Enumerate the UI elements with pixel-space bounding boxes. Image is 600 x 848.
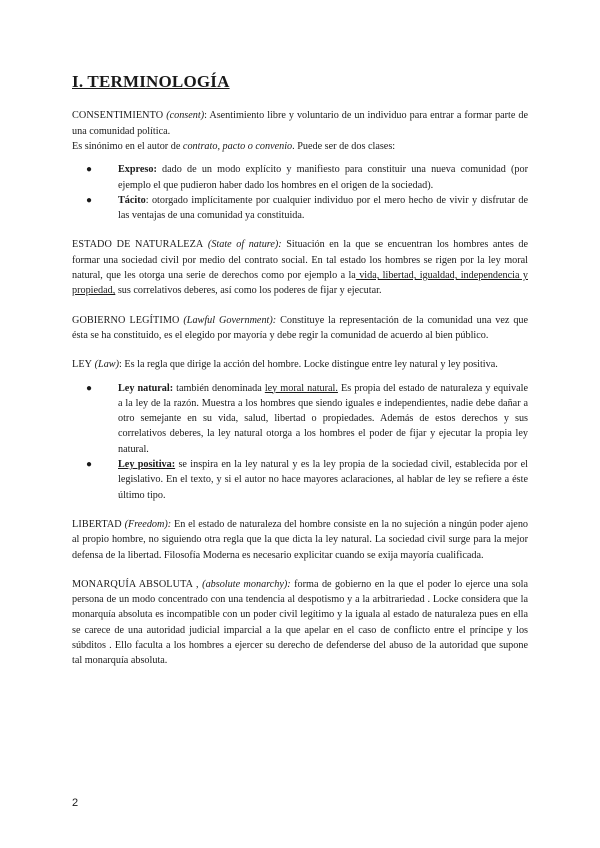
list-item-text: se inspira en la ley natural y es la ley propia de la sociedad civil, establecida por el legislativo. En el texto, y si el autor no hace mayores aclaraciones, al hablar de ley se refiere a éste último tipo. — [118, 459, 528, 501]
ley-list — [72, 381, 528, 503]
list-item-text-end: Es propia del estado de naturaleza y equivale a la ley de la razón. Muestra a los hombres que siendo iguales e independientes, nadie debe dañar a otro semejante en su vida, salud, libertad o propiedades. Además de estos derechos y sus correlativos deberes, la ley natural otorga a los hombres el poder de fijar y ejecutar la propia ley natural. — [118, 382, 528, 455]
term-definition: : Asentimiento libre y voluntario de un individuo para entrar a formar parte de una comunidad política. — [72, 110, 528, 137]
definition-estado — [72, 237, 528, 298]
list-item-label: Expreso: — [118, 164, 157, 176]
term-definition: En el estado de naturaleza del hombre consiste en la no sujeción a ningún poder ajeno al propio hombre, no siguiendo otra regla que la que dicta la ley natural. La sociedad civil surge para la mejor defensa de la libertad. Filosofía Moderna es necesario explicitar cuando se exija mayoría cualificada. — [72, 518, 529, 561]
term-english: (absolute monarchy): — [202, 578, 291, 590]
definition-monarquia — [72, 577, 528, 669]
bullet-icon: ● — [86, 382, 93, 394]
term-definition-end: sus correlativos deberes, así como los poderes de fijar y ejecutar. — [115, 285, 382, 297]
term-label: ESTADO DE NATURALEZA — [72, 239, 204, 251]
definition-ley — [72, 357, 528, 372]
underlined-term: ley moral natural. — [264, 382, 338, 394]
list-item — [72, 193, 528, 224]
term-english: (consent) — [166, 110, 205, 122]
page-number: 2 — [72, 797, 79, 809]
term-definition: forma de gobierno en la que el poder lo ejerce una sola persona de un modo concentrado con una tendencia al despotismo y a la arbitrariedad . Locke considera que la monarquía absoluta es incompatible con un poder civil legítimo y la iguala al estado de naturaleza pues en ella se carece de una autoridad judicial imparcial a la que apelar en el caso de conflicto entre el príncipe y los súbditos . Ello faculta a los hombres a ejercer su derecho de defenderse del abuso de la autoridad que supone tal monarquía absoluta. — [72, 578, 529, 667]
term-english: (Lawful Government): — [183, 314, 277, 326]
bullet-icon: ● — [86, 164, 93, 176]
definition-consentimiento — [72, 108, 528, 154]
bullet-icon: ● — [86, 459, 93, 471]
underlined-rights: vida, libertad, igualdad, independencia y propiedad, — [72, 270, 528, 297]
term-label: LEY — [72, 359, 93, 371]
definition-gobierno — [72, 313, 528, 344]
term-label: CONSENTIMIENTO — [72, 110, 164, 122]
list-item-text: dado de un modo explícito y manifiesto para constituir una nueva comunidad (por ejemplo el que pudieron haber dado los hombres en el origen de la sociedad). — [118, 164, 528, 191]
term-definition: Constituye la representación de la comunidad una vez que ésta se ha constituido, es el elegido por mayoría y debe regir la comunidad de acuerdo al bien público. — [72, 314, 529, 341]
list-item — [72, 162, 528, 193]
term-label: GOBIERNO LEGÍTIMO — [72, 314, 180, 326]
bullet-icon: ● — [86, 194, 93, 206]
term-definition: Situación en la que se encuentran los hombres antes de formar una sociedad civil por medio del contrato social. En tal estado los hombres se rigen por la ley moral natural, que les otorga una serie de derechos como por ejemplo a la — [72, 239, 528, 282]
list-item — [72, 457, 528, 503]
list-item-label: Ley positiva: — [118, 459, 176, 471]
term-label: LIBERTAD — [72, 518, 122, 530]
list-item-label: Ley natural: — [118, 382, 174, 394]
synonym-em: contrato, pacto o convenio — [182, 140, 293, 152]
term-english: (Freedom): — [124, 518, 172, 530]
term-english: (Law) — [94, 359, 119, 371]
synonym-text: Es sinónimo en el autor de — [72, 140, 183, 152]
document-page — [72, 72, 528, 683]
term-english: (State of nature): — [207, 239, 282, 251]
definition-libertad — [72, 517, 528, 563]
synonym-text-end: . Puede ser de dos clases: — [292, 140, 396, 152]
consentimiento-list — [72, 162, 528, 223]
list-item — [72, 381, 528, 457]
term-label: MONARQUÍA ABSOLUTA , — [72, 578, 199, 590]
list-item-text: también denominada — [173, 382, 265, 394]
term-definition: : Es la regla que dirige la acción del hombre. Locke distingue entre ley natural y ley positiva. — [119, 359, 498, 371]
list-item-label: Tácito — [118, 194, 146, 206]
page-title: I. TERMINOLOGÍA — [72, 72, 230, 91]
list-item-text: : otorgado implícitamente por cualquier individuo por el mero hecho de vivir y disfrutar de las ventajas de una comunidad ya constituida. — [118, 194, 528, 222]
